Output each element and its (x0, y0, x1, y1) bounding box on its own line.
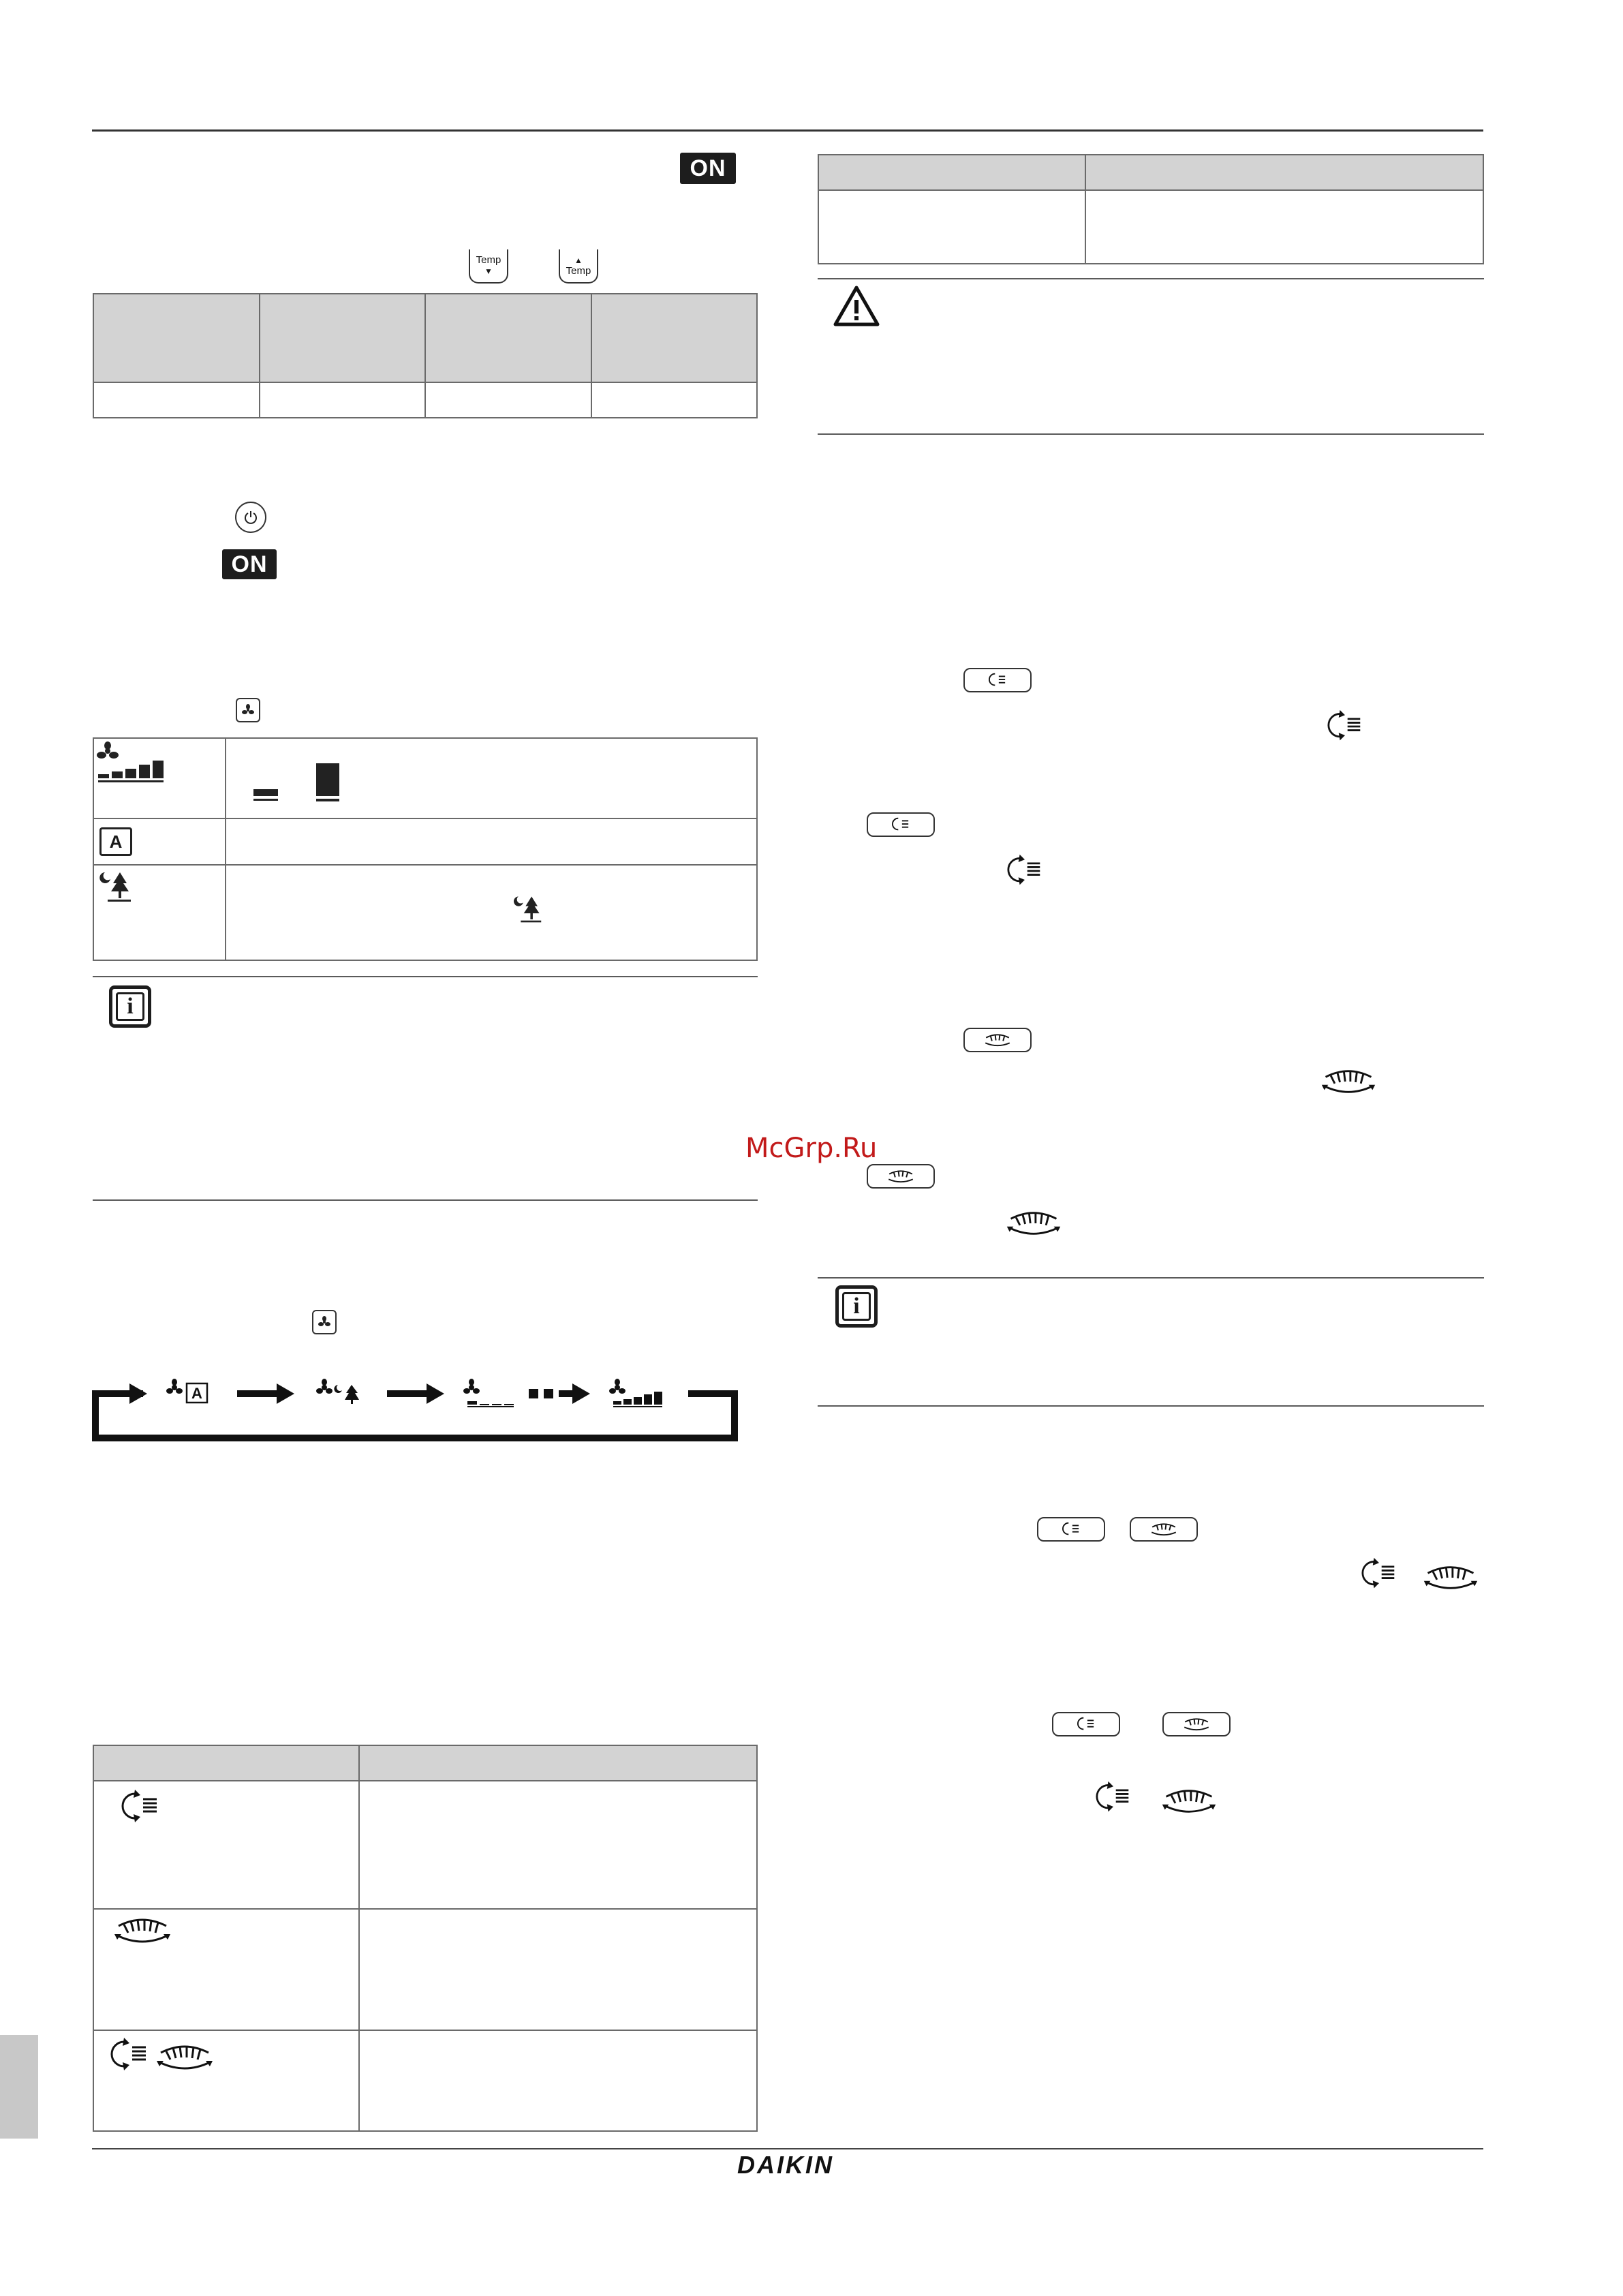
horizontal-swing-icon (886, 1168, 916, 1184)
horizontal-swing-icon (1181, 1716, 1211, 1732)
vertical-swing-icon (1077, 1715, 1096, 1733)
horizontal-swing-icon (1421, 1561, 1480, 1595)
horizontal-swing-button[interactable] (1162, 1712, 1231, 1736)
fan-speed-table (93, 737, 758, 961)
vertical-swing-icon (1326, 709, 1364, 744)
horizontal-swing-icon (1160, 1784, 1218, 1818)
table-cell (359, 1781, 757, 1909)
power-icon (243, 509, 259, 525)
quiet-fan-icon (316, 1379, 359, 1404)
temp-down-label: Temp (476, 254, 501, 266)
warning-bottom-rule (818, 433, 1484, 435)
fan-speed-desc-cell (226, 738, 757, 818)
info-letter: i (127, 994, 134, 1019)
table-cell (425, 382, 591, 418)
vertical-swing-icon (1062, 1520, 1081, 1538)
temp-down-button[interactable] (469, 249, 508, 284)
auto-fan-icon (99, 827, 132, 856)
horizontal-swing-icon (1319, 1065, 1378, 1099)
table-cell (359, 1909, 757, 2030)
table-header-cell (591, 294, 758, 382)
quiet-fan-icon-cell (93, 865, 226, 960)
header-rule (92, 129, 1483, 132)
auto-fan-desc-cell (226, 818, 757, 865)
table-cell (818, 190, 1085, 264)
table-header-cell (425, 294, 591, 382)
fan-mode-cycle-diagram (89, 1370, 743, 1445)
table-cell (93, 382, 260, 418)
horizontal-swing-button[interactable] (1130, 1517, 1198, 1542)
horizontal-swing-icon (983, 1032, 1013, 1048)
quiet-fan-icon (98, 870, 132, 904)
on-indicator-badge: ON (680, 153, 736, 184)
fan-max-bar-icon (315, 763, 342, 804)
temp-up-button[interactable] (559, 249, 598, 284)
auto-fan-icon (166, 1379, 207, 1403)
info-icon (109, 985, 151, 1028)
on-indicator-badge: ON (222, 549, 277, 579)
both-swing-cell (93, 2030, 359, 2131)
power-button[interactable] (235, 502, 266, 533)
right-top-table (818, 154, 1484, 264)
vertical-swing-button[interactable] (1037, 1517, 1105, 1542)
horizontal-swing-button[interactable] (963, 1028, 1032, 1052)
info-bottom-rule (818, 1405, 1484, 1407)
cycle-arrow (277, 1383, 294, 1404)
up-arrow-icon: ▲ (574, 256, 583, 265)
cycle-arrow (572, 1383, 590, 1404)
quiet-fan-icon (512, 894, 542, 924)
table-cell (591, 382, 758, 418)
fan-speed-levels-icon (97, 741, 172, 782)
warning-icon (833, 285, 880, 327)
fan-button[interactable] (312, 1310, 337, 1334)
auto-fan-letter: A (109, 831, 123, 852)
auto-fan-icon-cell (93, 818, 226, 865)
vertical-swing-icon (120, 1788, 161, 1826)
horizontal-swing-icon (1149, 1521, 1179, 1537)
fan-icon (318, 1315, 331, 1329)
table-header-cell (1085, 155, 1483, 190)
quiet-fan-desc-cell (226, 865, 757, 960)
cycle-arrow (129, 1383, 147, 1404)
fan-min-bar-icon (253, 774, 281, 801)
horizontal-swing-button[interactable] (867, 1164, 935, 1189)
vertical-swing-icon (891, 816, 910, 833)
watermark: McGrp.Ru (745, 1133, 878, 1164)
table-header-cell (93, 1745, 359, 1781)
fan-speed-low-icon (463, 1379, 514, 1407)
horizontal-swing-icon (154, 2040, 215, 2075)
table-cell (260, 382, 426, 418)
footer-rule (92, 2148, 1483, 2149)
warning-top-rule (818, 278, 1484, 279)
vertical-swing-cell (93, 1781, 359, 1909)
info-bottom-rule (93, 1199, 758, 1201)
table-header-cell (359, 1745, 757, 1781)
horizontal-swing-icon (1004, 1206, 1063, 1240)
temp-up-label: Temp (566, 265, 591, 277)
fan-button[interactable] (236, 698, 260, 722)
info-top-rule (93, 976, 758, 977)
vertical-swing-icon (1006, 853, 1044, 889)
info-top-rule (818, 1277, 1484, 1279)
info-letter: i (853, 1294, 860, 1319)
horizontal-swing-cell (93, 1909, 359, 2030)
table-cell (1085, 190, 1483, 264)
vertical-swing-icon (1094, 1780, 1132, 1816)
vertical-swing-button[interactable] (963, 668, 1032, 692)
fan-speed-high-icon (609, 1379, 662, 1407)
swing-mode-table (93, 1745, 758, 2132)
cycle-arrow (427, 1383, 444, 1404)
temperature-range-table (93, 293, 758, 418)
table-header-cell (260, 294, 426, 382)
table-cell (359, 2030, 757, 2131)
fan-speed-icon-cell (93, 738, 226, 818)
vertical-swing-icon (988, 671, 1007, 689)
vertical-swing-button[interactable] (1052, 1712, 1120, 1736)
side-tab (0, 2035, 38, 2139)
svg-text:A: A (191, 1385, 202, 1402)
fan-icon (241, 703, 255, 717)
table-header-cell (93, 294, 260, 382)
vertical-swing-icon (109, 2036, 150, 2075)
down-arrow-icon: ▼ (484, 266, 493, 276)
table-header-cell (818, 155, 1085, 190)
brand-logo: DAIKIN (737, 2151, 834, 2179)
vertical-swing-button[interactable] (867, 812, 935, 837)
info-icon (835, 1285, 878, 1328)
vertical-swing-icon (1360, 1557, 1398, 1592)
horizontal-swing-icon (112, 1914, 173, 1948)
